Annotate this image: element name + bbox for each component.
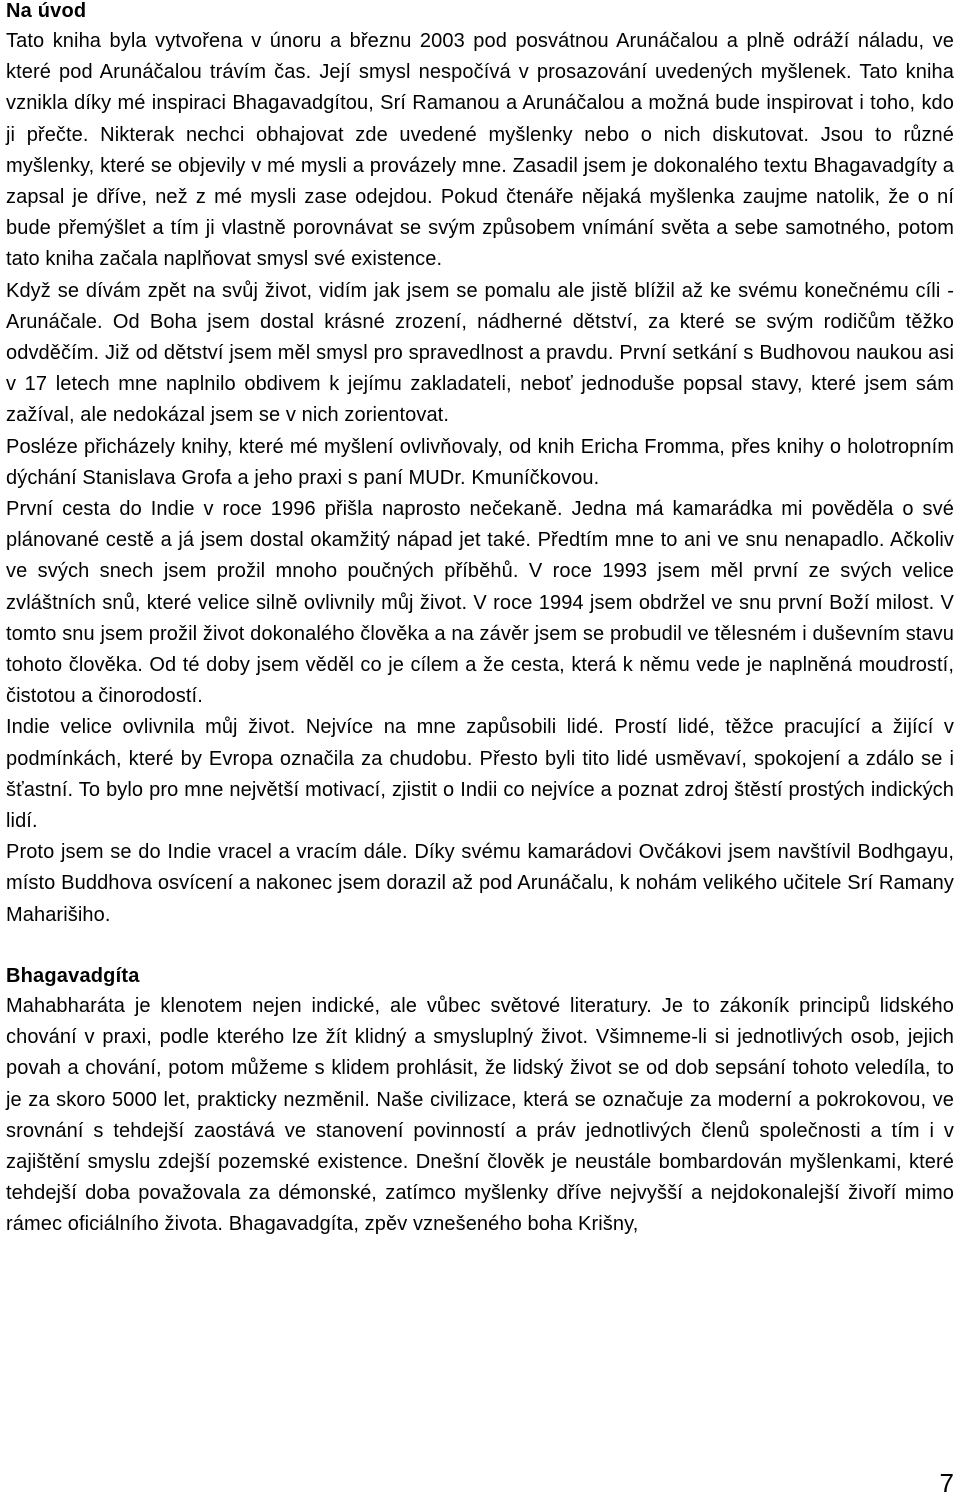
paragraph: Proto jsem se do Indie vracel a vracím dále. Díky svému kamarádovi Ovčákovi jsem navštívil Bodhgayu, místo Buddhova osvícení a nakonec jsem dorazil až pod Arunáčalu, k nohám velikého učitele Srí Ramany Maharišiho. (6, 841, 954, 926)
section-heading-intro: Na úvod (6, 0, 87, 22)
paragraph: Když se dívám zpět na svůj život, vidím jak jsem se pomalu ale jistě blížil až ke svému konečnému cíli - Arunáčale. Od Boha jsem dostal krásné zrození, nádherné dětství, za které se svým rodičům těžko odvděčím. Již od dětství jsem měl smysl pro spravedlnost a pravdu. První setkání s Budhovou naukou asi v 17 letech mne naplnilo obdivem k jejímu zakladateli, neboť jednoduše popsal stavy, které jsem sám zažíval, ale nedokázal jsem se v nich zorientovat. (6, 279, 954, 427)
page-number: 7 (939, 1468, 954, 1498)
document-page (6, 0, 954, 1241)
paragraph: První cesta do Indie v roce 1996 přišla naprosto nečekaně. Jedna má kamarádka mi pověděla o své plánované cestě a já jsem dostal okamžitý nápad jet také. Předtím mne to ani ve snu nenapadlo. Ačkoliv ve svých snech jsem prožil mnoho poučných příběhů. V roce 1993 jsem měl první ze svých velice zvláštních snů, které velice silně ovlivnily můj život. V roce 1994 jsem obdržel ve snu první Boží milost. V tomto snu jsem prožil život dokonalého člověka a na závěr jsem se probudil ve tělesném i duševním stavu tohoto člověka. Od té doby jsem věděl co je cílem a že cesta, která k němu vede je naplněná moudrostí, čistotou a činorodostí. (6, 498, 954, 708)
section-heading-bhagavadgita: Bhagavadgíta (6, 964, 140, 987)
paragraph: Posléze přicházely knihy, které mé myšlení ovlivňovaly, od knih Ericha Fromma, přes knihy o holotropním dýchání Stanislava Grofa a jeho praxi s paní MUDr. Kmuníčkovou. (6, 435, 954, 489)
paragraph: Mahabharáta je klenotem nejen indické, ale vůbec světové literatury. Je to zákoník principů lidského chování v praxi, podle kterého lze žít klidný a smysluplný život. Všimneme-li si jednotlivých osob, jejich povah a chování, potom můžeme s klidem prohlásit, že lidský život se od dob sepsání tohoto veledíla, to je za skoro 5000 let, prakticky nezměnil. Naše civilizace, která se označuje za moderní a pokrokovou, ve srovnání s tehdejší zaostává ve stanovení povinností a práv jednotlivých členů společnosti a tím i v zajištění smyslu zdejší pozemské existence. Dnešní člověk je neustále bombardován myšlenkami, které tehdejší doba považovala za démonské, zatímco myšlenky dříve nejvyšší a nejdokonalejší živoří mimo rámec oficiálního života. Bhagavadgíta, zpěv vznešeného boha Krišny, (6, 994, 954, 1236)
paragraph: Tato kniha byla vytvořena v únoru a březnu 2003 pod posvátnou Arunáčalou a plně odráží náladu, ve které pod Arunáčalou trávím čas. Její smysl nespočívá v prosazování uvedených myšlenek. Tato kniha vznikla díky mé inspiraci Bhagavadgítou, Srí Ramanou a Arunáčalou a možná bude inspirovat i toho, kdo ji přečte. Nikterak nechci obhajovat zde uvedené myšlenky nebo o nich diskutovat. Jsou to různé myšlenky, které se objevily v mé mysli a provázely mne. Zasadil jsem je dokonalého textu Bhagavadgíty a zapsal je dříve, než z mé mysli zase odejdou. Pokud čtenáře nějaká myšlenka zaujme natolik, že o ní bude přemýšlet a tím ji vlastně porovnávat se svým způsobem vnímání světa a sebe samotného, potom tato kniha začala naplňovat smysl své existence. (6, 30, 954, 271)
paragraph: Indie velice ovlivnila můj život. Nejvíce na mne zapůsobili lidé. Prostí lidé, těžce pracující a žijící v podmínkách, které by Evropa označila za chudobu. Přesto byli tito lidé usměvaví, spokojení a zdálo se i šťastní. To bylo pro mne největší motivací, zjistit o Indii co nejvíce a poznat zdroj štěstí prostých indických lidí. (6, 716, 954, 833)
